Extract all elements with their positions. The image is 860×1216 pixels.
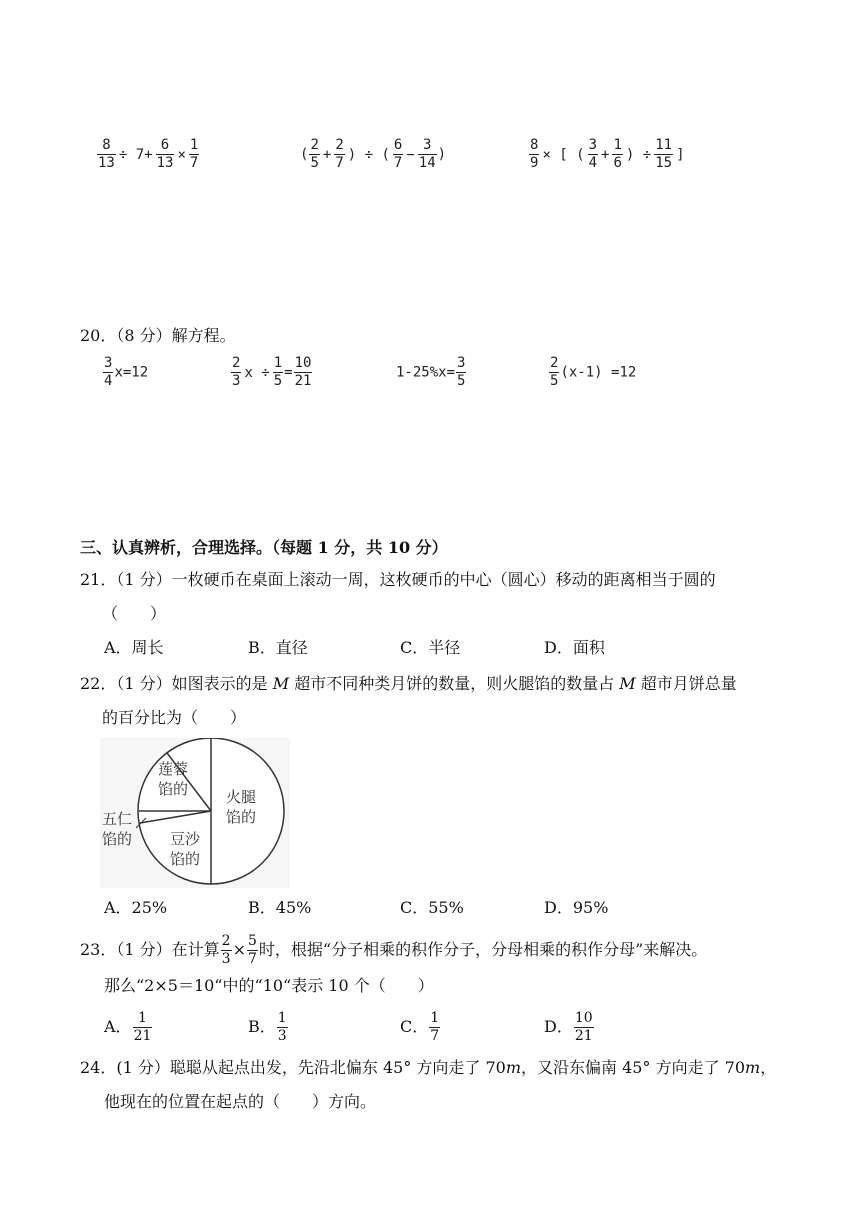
q21-option-c[interactable]: C．半径 <box>400 638 461 657</box>
fraction: $\frac{8}{13}$ <box>98 137 115 171</box>
q23-option-a[interactable]: A． $\frac{1}{21}$ <box>104 1010 152 1044</box>
fraction: $\frac{6}{7}$ <box>393 137 403 171</box>
fraction: $\frac{3}{4}$ <box>588 137 598 171</box>
q22-option-d[interactable]: D．95% <box>544 898 609 917</box>
fraction: $\frac{1}{7}$ <box>430 1010 440 1044</box>
fraction: $\frac{1}{7}$ <box>189 137 199 171</box>
q21-option-d[interactable]: D．面积 <box>544 638 605 657</box>
calc-expression-1: $\frac{8}{13}$ ÷ 7+ $\frac{6}{13}$ × $\frac{1}{7}$ <box>98 137 199 171</box>
calc-expression-2: ( $\frac{2}{5}$ + $\frac{2}{7}$ ) ÷ ( $\frac{6}{7}$ − $\frac{3}{14}$ ) <box>300 137 447 171</box>
equation-3: 1-25%x= $\frac{3}{5}$ <box>396 355 466 389</box>
q22-option-a[interactable]: A．25% <box>104 898 168 917</box>
fraction: $\frac{3}{5}$ <box>457 355 466 389</box>
equation-2: $\frac{2}{3}$ x ÷ $\frac{1}{5}$ = $\frac{10}{21}$ <box>232 355 312 389</box>
pie-label-wuren-1: 五仁 <box>102 810 133 828</box>
fraction: $\frac{3}{4}$ <box>104 355 113 389</box>
q22-text-line1: 22．（1 分）如图表示的是 M 超市不同种类月饼的数量，则火腿馅的数量占 M 超市月饼总量 <box>80 674 737 693</box>
q23-text-line2: 那么“2×5＝10“中的“10“表示 10 个（ ） <box>104 976 434 995</box>
q21-text-line2: （ ） <box>102 604 167 623</box>
q23-option-c[interactable]: C． $\frac{1}{7}$ <box>400 1010 440 1044</box>
fraction: $\frac{2}{3}$ <box>232 355 241 389</box>
q21-text-line1: 21．（1 分）一枚硬币在桌面上滚动一周，这枚硬币的中心（圆心）移动的距离相当于圆的 <box>80 570 716 589</box>
q23-text-line1: 23．（1 分）在计算 $\frac{2}{3}$ × $\frac{5}{7}$ 时，根据“分子相乘的积作分子，分母相乘的积作分母”来解决。 <box>80 933 708 967</box>
pie-label-lianrong-1: 莲蓉 <box>158 760 189 778</box>
equation-1: $\frac{3}{4}$ x=12 <box>104 355 149 389</box>
q22-option-b[interactable]: B．45% <box>248 898 312 917</box>
fraction: $\frac{10}{21}$ <box>574 1010 593 1044</box>
mooncake-pie-figure <box>100 738 290 888</box>
pie-label-dousha-1: 豆沙 <box>170 830 201 848</box>
fraction: $\frac{5}{7}$ <box>247 933 257 967</box>
q23-option-d[interactable]: D． $\frac{10}{21}$ <box>544 1010 593 1044</box>
pie-label-huotui-2: 馅的 <box>226 808 257 826</box>
section-title: 三、认真辨析，合理选择。（每题 1 分，共 10 分） <box>80 538 448 557</box>
fraction: $\frac{2}{3}$ <box>221 933 231 967</box>
fraction: $\frac{1}{3}$ <box>277 1010 287 1044</box>
q20-header: 20．（8 分）解方程。 <box>80 326 236 345</box>
equation-4: $\frac{2}{5}$ (x-1) =12 <box>550 355 637 389</box>
fraction: $\frac{2}{7}$ <box>335 137 344 171</box>
pie-label-huotui-1: 火腿 <box>226 788 257 806</box>
pie-label-dousha-2: 馅的 <box>170 850 201 868</box>
fraction: $\frac{11}{15}$ <box>655 137 673 171</box>
fraction: $\frac{3}{14}$ <box>418 137 436 171</box>
fraction: $\frac{2}{5}$ <box>310 137 319 171</box>
q22-text-line2: 的百分比为（ ） <box>102 708 247 727</box>
fraction: $\frac{8}{9}$ <box>530 137 539 171</box>
q21-option-b[interactable]: B．直径 <box>248 638 308 657</box>
fraction: $\frac{2}{5}$ <box>550 355 559 389</box>
q23-option-b[interactable]: B． $\frac{1}{3}$ <box>248 1010 287 1044</box>
fraction: $\frac{1}{5}$ <box>273 355 283 389</box>
fraction: $\frac{6}{13}$ <box>156 137 174 171</box>
q24-text-line1: 24．(1 分）聪聪从起点出发，先沿北偏东 45° 方向走了 70m，又沿东偏南 45° 方向走了 70m， <box>80 1058 777 1077</box>
calc-expression-3: $\frac{8}{9}$ × [ ( $\frac{3}{4}$ + $\frac{1}{6}$ ) ÷ $\frac{11}{15}$ ] <box>530 137 685 171</box>
fraction: $\frac{10}{21}$ <box>294 355 312 389</box>
pie-label-wuren-2: 馅的 <box>102 830 133 848</box>
fraction: $\frac{1}{21}$ <box>133 1010 152 1044</box>
fraction: $\frac{1}{6}$ <box>613 137 622 171</box>
q21-option-a[interactable]: A．周长 <box>104 638 164 657</box>
q22-option-c[interactable]: C．55% <box>400 898 464 917</box>
pie-label-lianrong-2: 馅的 <box>158 780 189 798</box>
q24-text-line2: 他现在的位置在起点的（ ）方向。 <box>104 1092 377 1111</box>
